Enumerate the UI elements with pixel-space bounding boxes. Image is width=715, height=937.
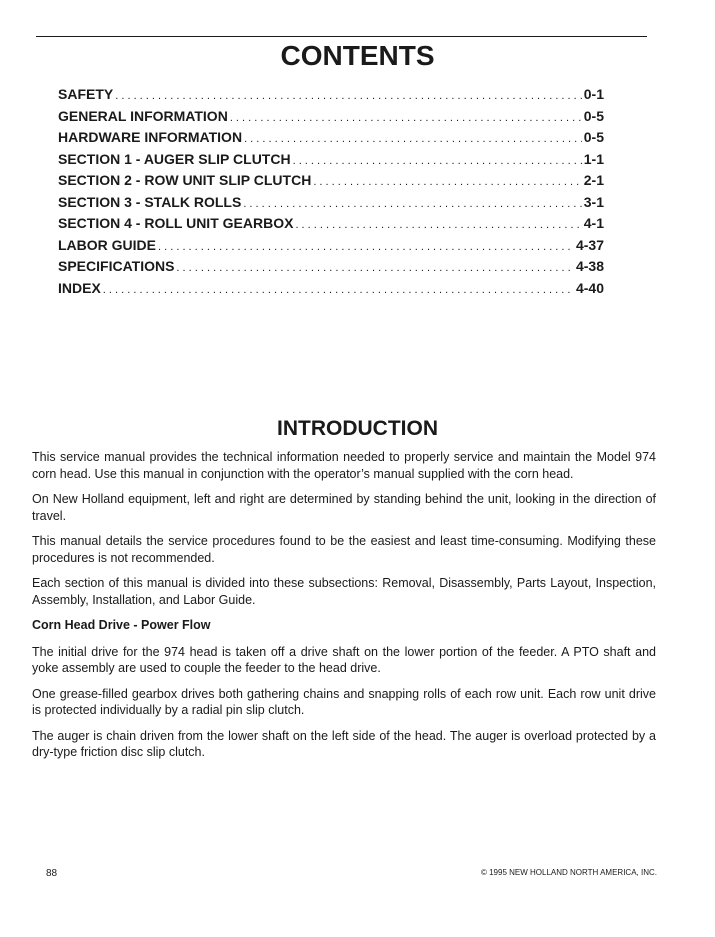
top-rule [36, 36, 647, 37]
toc-entry-general-information[interactable] [58, 108, 604, 130]
toc-entry-section-3[interactable] [58, 194, 604, 216]
toc-entry-page: 0-1 [583, 86, 604, 102]
toc-entry-page: 4-38 [575, 258, 604, 274]
power-flow-heading: Corn Head Drive - Power Flow [32, 618, 211, 632]
power-flow-paragraph: One grease-filled gearbox drives both gathering chains and snapping rolls of each row unit. Each row unit drive is protected individually by a radial pin slip clutch. [32, 686, 656, 717]
toc-leader-dots [243, 194, 581, 210]
toc-entry-index[interactable] [58, 280, 604, 302]
power-flow-paragraph: The auger is chain driven from the lower shaft on the left side of the head. The auger is overload protected by a dry-type friction disc slip clutch. [32, 728, 656, 759]
power-flow-paragraph: The initial drive for the 974 head is taken off a drive shaft on the lower portion of the feeder. A PTO shaft and yoke assembly are used to couple the feeder to the head drive. [32, 644, 656, 675]
toc-entry-hardware-information[interactable] [58, 129, 604, 151]
toc-leader-dots [103, 280, 574, 296]
toc-leader-dots [313, 172, 581, 188]
toc-entry-page: 1-1 [583, 150, 604, 167]
toc-entry-label: SECTION 3 - STALK ROLLS [58, 193, 242, 210]
toc-entry-label: LABOR GUIDE [58, 236, 156, 253]
toc-entry-label: GENERAL INFORMATION [58, 107, 228, 124]
toc-leader-dots [176, 258, 574, 274]
toc-entry-safety[interactable] [58, 86, 604, 108]
toc-entry-label: SECTION 2 - ROW UNIT SLIP CLUTCH [58, 172, 312, 188]
toc-leader-dots [293, 151, 582, 167]
toc-entry-label: SECTION 1 - AUGER SLIP CLUTCH [58, 150, 291, 167]
toc-entry-page: 4-37 [575, 236, 604, 253]
introduction-title: INTRODUCTION [277, 417, 438, 440]
toc-entry-section-1[interactable] [58, 151, 604, 173]
toc-entry-label: INDEX [58, 279, 101, 296]
toc-leader-dots [158, 237, 574, 253]
toc-entry-label: SPECIFICATIONS [58, 258, 175, 274]
toc-entry-labor-guide[interactable] [58, 237, 604, 259]
toc-entry-page: 4-1 [583, 215, 604, 231]
toc-entry-label: SAFETY [58, 86, 114, 102]
intro-paragraph: This service manual provides the technical information needed to properly service and maintain the Model 974 corn head. Use this manual in conjunction with the operator’s manual supplied with the corn head. [32, 450, 656, 481]
table-of-contents [58, 86, 604, 301]
copyright-notice: © 1995 NEW HOLLAND NORTH AMERICA, INC. [480, 868, 657, 877]
toc-entry-label: SECTION 4 - ROLL UNIT GEARBOX [58, 215, 294, 231]
introduction-body [32, 449, 656, 770]
intro-paragraph: On New Holland equipment, left and right are determined by standing behind the unit, looking in the direction of travel. [32, 492, 656, 523]
page-number: 88 [46, 868, 58, 879]
intro-paragraph: Each section of this manual is divided into these subsections: Removal, Disassembly, Parts Layout, Inspection, Assembly, Installation, and Labor Guide. [32, 576, 656, 607]
toc-entry-section-4[interactable] [58, 215, 604, 237]
toc-leader-dots [230, 108, 582, 124]
toc-entry-page: 0-5 [583, 129, 604, 145]
toc-entry-page: 0-5 [583, 107, 604, 124]
toc-entry-section-2[interactable] [58, 172, 604, 194]
toc-entry-page: 3-1 [583, 193, 604, 210]
toc-entry-page: 2-1 [583, 172, 604, 188]
toc-leader-dots [244, 129, 582, 145]
toc-entry-label: HARDWARE INFORMATION [58, 129, 243, 145]
toc-leader-dots [295, 215, 581, 231]
intro-paragraph: This manual details the service procedures found to be the easiest and least time-consuming. Modifying these procedures is not recommended. [32, 534, 656, 565]
contents-title: CONTENTS [280, 40, 435, 71]
toc-entry-page: 4-40 [575, 279, 604, 296]
toc-leader-dots [115, 86, 582, 102]
toc-entry-specifications[interactable] [58, 258, 604, 280]
